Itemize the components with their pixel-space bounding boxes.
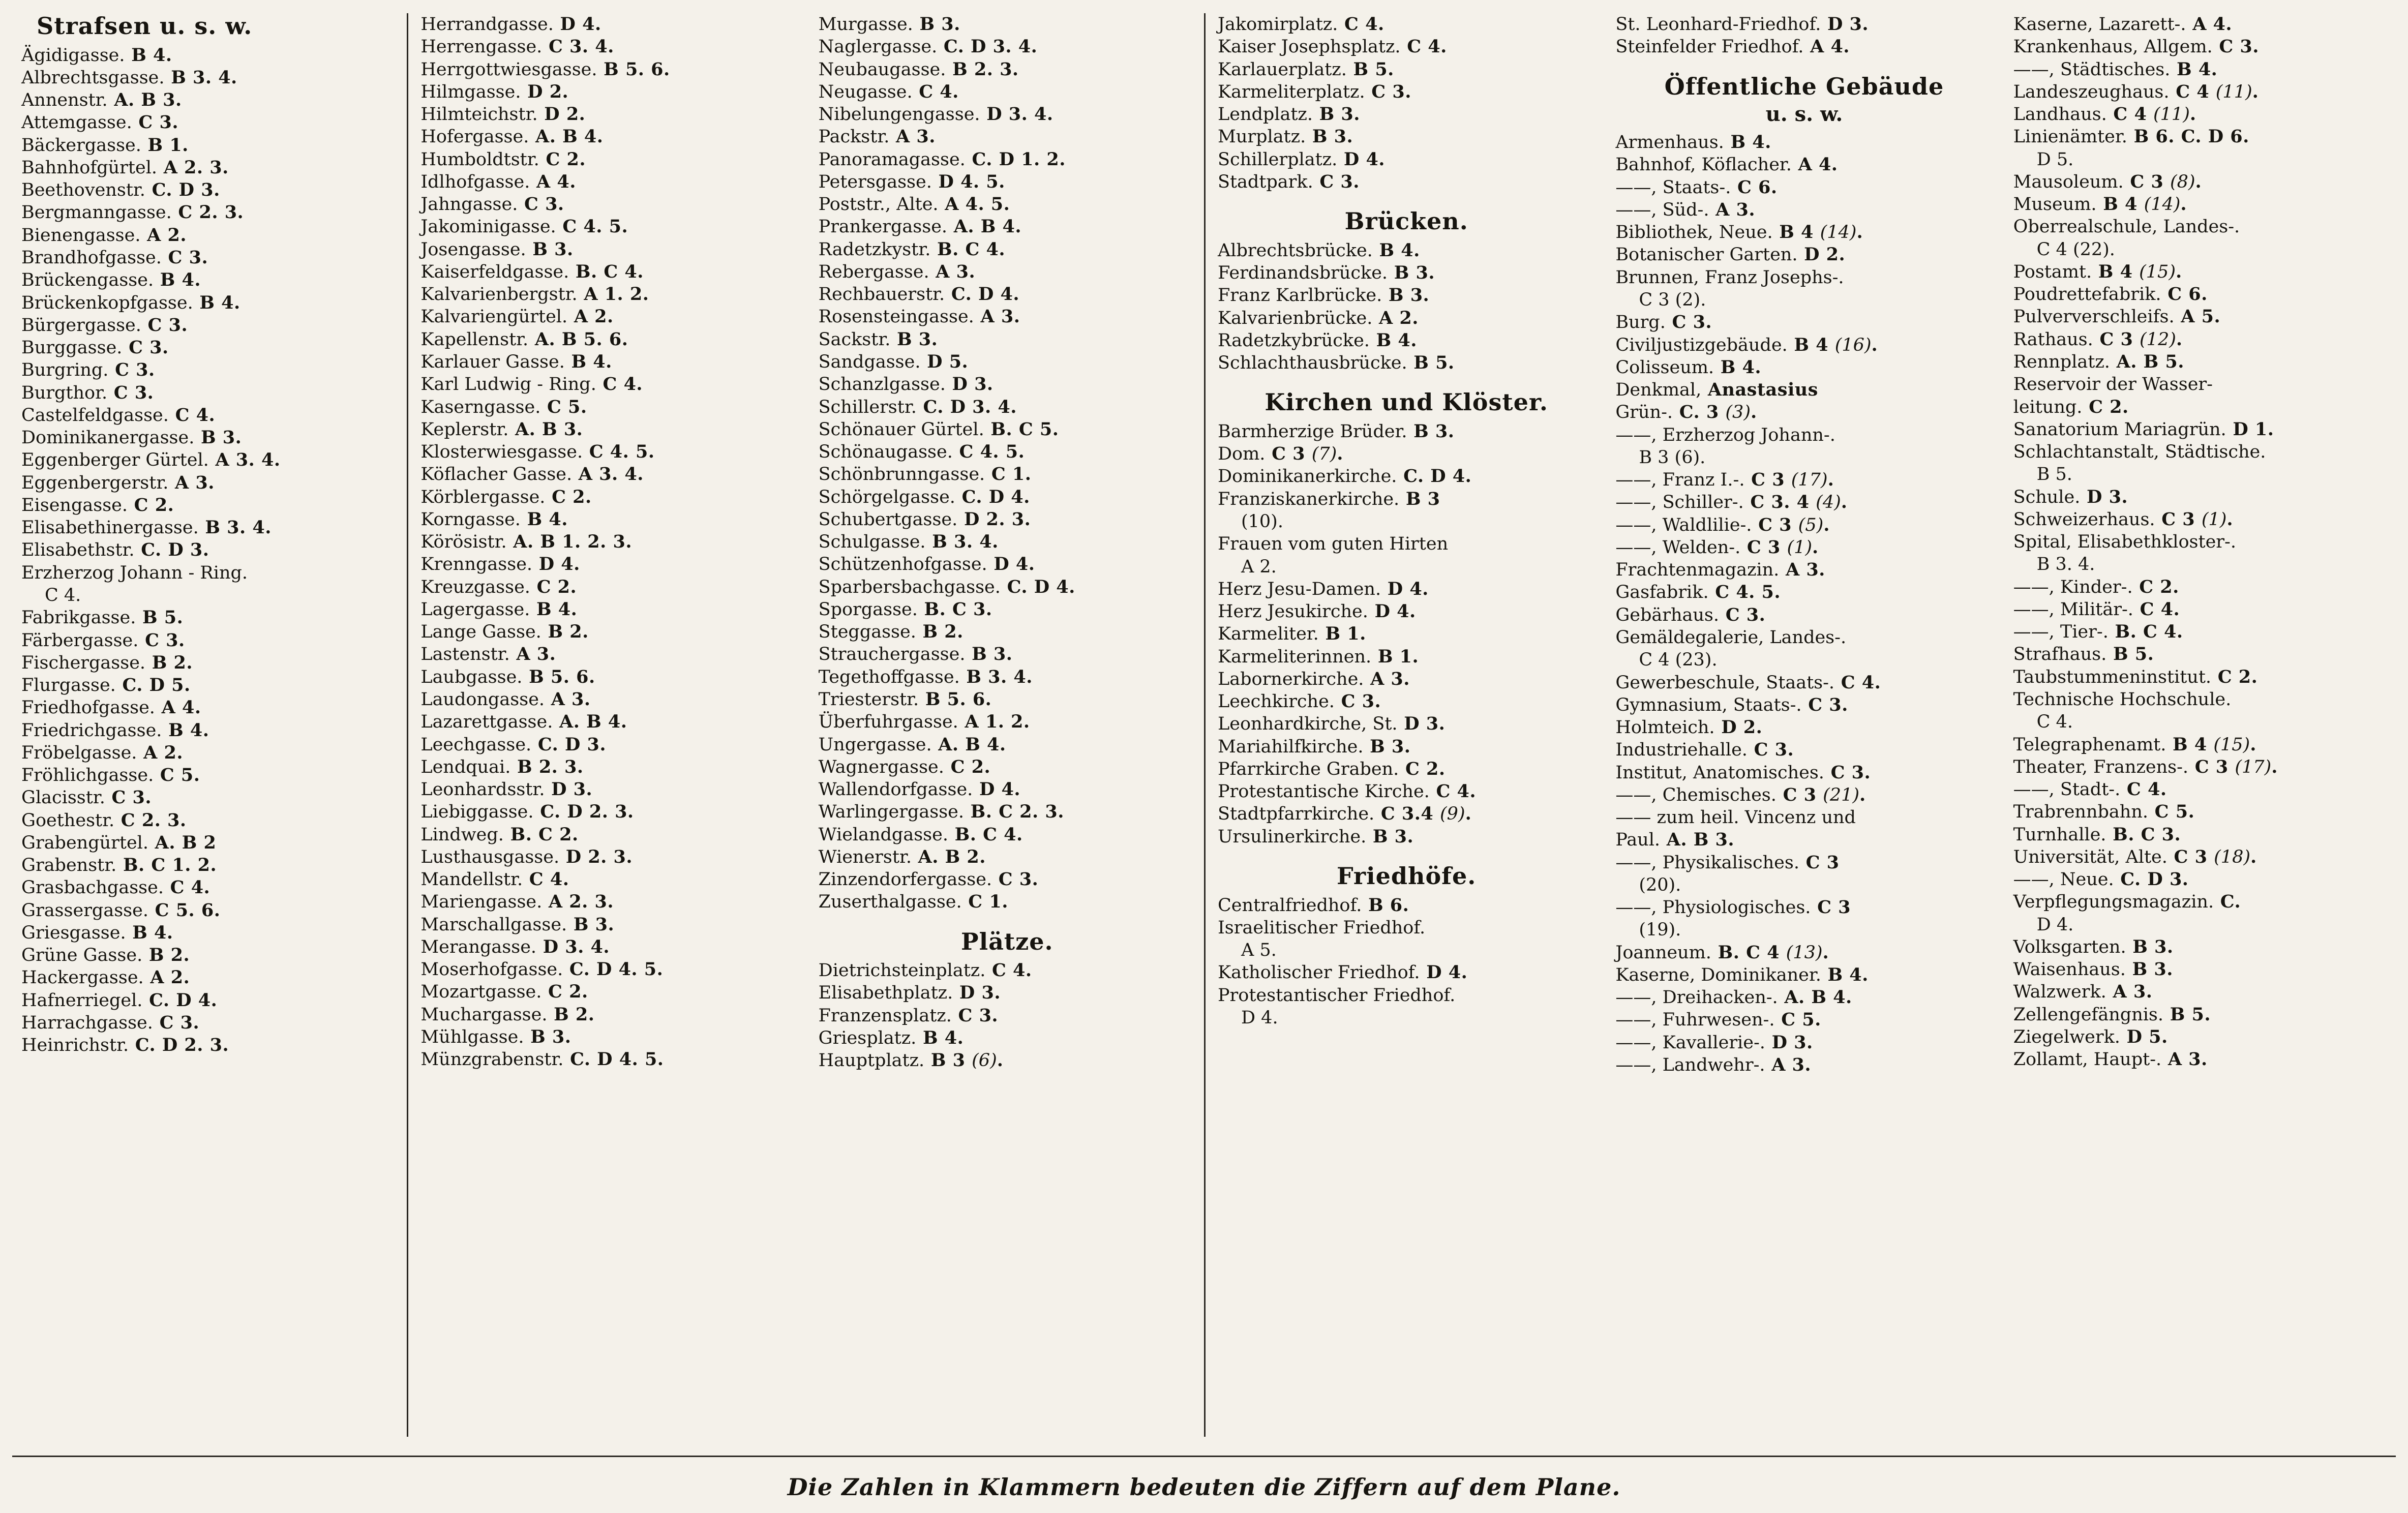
section-title: Strafsen u. s. w.: [37, 12, 253, 40]
index-entry: Mariahilfkirche. B 3.: [1217, 736, 1411, 757]
index-entry: ——, Chemisches. C 3 (21).: [1615, 784, 1866, 805]
index-entry: Sparbersbachgasse. C. D 4.: [818, 576, 1075, 597]
index-entry: Herz Jesu-Damen. D 4.: [1217, 578, 1429, 599]
index-column-4: [1204, 13, 1603, 1437]
index-entry: Erzherzog Johann - Ring.: [21, 562, 248, 583]
index-entry: Brunnen, Franz Josephs-.: [1615, 267, 1844, 288]
index-entry: Strauchergasse. B 3.: [818, 644, 1013, 665]
index-entry: Denkmal, Anastasius: [1615, 379, 1818, 401]
index-entry: Hilmgasse. D 2.: [420, 81, 569, 102]
index-entry: Münzgrabenstr. C. D 4. 5.: [420, 1049, 664, 1070]
index-entry: Brandhofgasse. C 3.: [21, 247, 208, 268]
index-entry: Leechkirche. C 3.: [1217, 691, 1381, 712]
index-entry: (10).: [1241, 511, 1283, 532]
index-entry: C 3 (2).: [1639, 289, 1706, 310]
index-entry: Kaserne, Dominikaner. B 4.: [1615, 964, 1869, 985]
index-entry: Hofergasse. A. B 4.: [420, 126, 604, 147]
index-entry: Eisengasse. C 2.: [21, 494, 174, 516]
index-entry: Fischergasse. B 2.: [21, 652, 193, 673]
index-entry: Kaserngasse. C 5.: [420, 396, 587, 417]
index-columns: [9, 13, 2399, 1437]
index-entry: Naglergasse. C. D 3. 4.: [818, 36, 1038, 57]
index-entry: Technische Hochschule.: [2013, 689, 2232, 710]
section-title-kirchen: Kirchen und Klöster.: [1265, 388, 1548, 416]
index-entry: Leechgasse. C. D 3.: [420, 734, 607, 755]
index-entry: Kalvarienbergstr. A 1. 2.: [420, 284, 649, 305]
index-entry: Keplerstr. A. B 3.: [420, 418, 583, 440]
index-entry: Zinzendorfergasse. C 3.: [818, 869, 1039, 890]
index-entry: Landhaus. C 4 (11).: [2013, 104, 2196, 125]
index-entry: Elisabethplatz. D 3.: [818, 982, 1001, 1004]
index-entry: Muchargasse. B 2.: [420, 1004, 595, 1025]
index-entry: Kreuzgasse. C 2.: [420, 576, 577, 597]
index-entry: Hilmteichstr. D 2.: [420, 104, 586, 125]
index-entry: Strafhaus. B 5.: [2013, 644, 2154, 665]
index-entry: ——, Dreihacken-. A. B 4.: [1615, 987, 1852, 1008]
index-entry: Heinrichstr. C. D 2. 3.: [21, 1035, 229, 1056]
index-entry: Fabrikgasse. B 5.: [21, 607, 184, 628]
entry-list: [1615, 13, 1993, 58]
index-entry: D 4.: [2036, 914, 2074, 935]
index-entry: ——, Waldlilie-. C 3 (5).: [1615, 514, 1830, 535]
index-entry: Bibliothek, Neue. B 4 (14).: [1615, 222, 1863, 243]
index-entry: Brückengasse. B 4.: [21, 269, 201, 291]
index-entry: Grabengürtel. A. B 2: [21, 832, 217, 853]
index-entry: Grassergasse. C 5. 6.: [21, 899, 221, 921]
index-entry: Albrechtsbrücke. B 4.: [1217, 239, 1420, 261]
index-entry: Schützenhofgasse. D 4.: [818, 554, 1035, 575]
index-entry: Lendplatz. B 3.: [1217, 104, 1360, 125]
index-entry: Steinfelder Friedhof. A 4.: [1615, 36, 1850, 57]
index-entry: Lendquai. B 2. 3.: [420, 756, 584, 777]
index-column-6: [2001, 13, 2399, 1437]
index-entry: Walzwerk. A 3.: [2013, 981, 2153, 1003]
index-entry: Petersgasse. D 4. 5.: [818, 171, 1005, 192]
index-entry: Turnhalle. B. C 3.: [2013, 824, 2181, 845]
index-entry: Karmeliterinnen. B 1.: [1217, 646, 1419, 667]
index-entry: Gymnasium, Staats-. C 3.: [1615, 694, 1848, 715]
index-entry: Protestantische Kirche. C 4.: [1217, 781, 1477, 802]
index-entry: B 3 (6).: [1639, 447, 1706, 468]
index-entry: Eggenbergerstr. A 3.: [21, 472, 215, 493]
index-entry: Volksgarten. B 3.: [2013, 936, 2174, 957]
index-entry: Centralfriedhof. B 6.: [1217, 894, 1409, 916]
index-entry: Harrachgasse. C 3.: [21, 1012, 200, 1034]
index-entry: Institut, Anatomisches. C 3.: [1615, 762, 1871, 783]
index-entry: Rathaus. C 3 (12).: [2013, 328, 2183, 350]
index-entry: Josengasse. B 3.: [420, 238, 574, 260]
index-entry: Mausoleum. C 3 (8).: [2013, 171, 2202, 192]
index-entry: Schlachthausbrücke. B 5.: [1217, 352, 1455, 374]
index-entry: (19).: [1639, 920, 1681, 941]
index-entry: Korngasse. B 4.: [420, 508, 568, 530]
index-entry: Trabrennbahn. C 5.: [2013, 801, 2195, 823]
index-entry: Panoramagasse. C. D 1. 2.: [818, 148, 1066, 170]
index-entry: Lange Gasse. B 2.: [420, 621, 589, 643]
index-entry: Murgasse. B 3.: [818, 14, 960, 35]
index-entry: Kalvarienbrücke. A 2.: [1217, 307, 1419, 328]
index-entry: Schönaugasse. C 4. 5.: [818, 441, 1025, 463]
index-entry: Friedhofgasse. A 4.: [21, 697, 201, 718]
index-entry: Pulververschleifs. A 5.: [2013, 306, 2221, 327]
index-entry: Grüne Gasse. B 2.: [21, 945, 190, 966]
index-entry: Herrengasse. C 3. 4.: [420, 36, 614, 57]
index-entry: Schillerplatz. D 4.: [1217, 148, 1385, 170]
index-entry: Rennplatz. A. B 5.: [2013, 351, 2184, 372]
index-entry: Industriehalle. C 3.: [1615, 739, 1794, 761]
index-entry: Labornerkirche. A 3.: [1217, 668, 1410, 689]
entry-list: [819, 959, 1196, 1072]
index-entry: Radetzkystr. B. C 4.: [818, 238, 1006, 260]
index-entry: Karmeliter. B 1.: [1217, 623, 1366, 645]
index-entry: Neugasse. C 4.: [818, 81, 959, 102]
index-entry: Humboldtstr. C 2.: [420, 148, 586, 170]
index-entry: Schörgelgasse. C. D 4.: [818, 486, 1030, 507]
index-entry: D 4.: [1241, 1007, 1278, 1028]
index-column-3: [806, 13, 1204, 1437]
index-entry: ——, Physikalisches. C 3: [1615, 852, 1840, 873]
index-entry: B 3. 4.: [2036, 554, 2095, 575]
index-column-1: [9, 13, 407, 1437]
index-entry: Marschallgasse. B 3.: [420, 914, 615, 935]
index-entry: Schönauer Gürtel. B. C 5.: [818, 418, 1059, 440]
index-entry: Reservoir der Wasser-: [2013, 374, 2213, 395]
index-entry: Schule. D 3.: [2013, 486, 2128, 507]
index-entry: Überfuhrgasse. A 1. 2.: [818, 711, 1030, 733]
index-entry: ——, Staats-. C 6.: [1615, 176, 1778, 198]
index-entry: Gebärhaus. C 3.: [1615, 604, 1766, 625]
entry-list: [1218, 13, 1595, 193]
index-entry: ——, Tier-. B. C 4.: [2013, 621, 2183, 643]
index-entry: Castelfeldgasse. C 4.: [21, 404, 216, 426]
index-entry: Schweizerhaus. C 3 (1).: [2013, 508, 2234, 530]
index-entry: Wielandgasse. B. C 4.: [818, 824, 1023, 845]
index-entry: ——, Stadt-. C 4.: [2013, 779, 2167, 800]
index-entry: Wagnergasse. C 2.: [818, 756, 991, 777]
index-entry: Lastenstr. A 3.: [420, 644, 556, 665]
index-entry: Kalvariengürtel. A 2.: [420, 306, 614, 327]
index-entry: ——, Landwehr-. A 3.: [1615, 1054, 1812, 1076]
index-entry: Burg. C 3.: [1615, 312, 1712, 333]
index-entry: Schönbrunngasse. C 1.: [818, 464, 1032, 485]
index-entry: Schillerstr. C. D 3. 4.: [818, 396, 1017, 417]
index-entry: Krankenhaus, Allgem. C 3.: [2013, 36, 2259, 57]
index-entry: C 4 (23).: [1639, 650, 1718, 671]
index-entry: Laudongasse. A 3.: [420, 688, 591, 710]
section-subtitle: u. s. w.: [1765, 102, 1843, 127]
index-entry: Karmeliterplatz. C 3.: [1217, 81, 1411, 102]
footer-note: Die Zahlen in Klammern bedeuten die Ziffern auf dem Plane.: [787, 1473, 1621, 1501]
entry-list: [420, 13, 798, 1071]
index-entry: C 4.: [45, 585, 81, 606]
index-entry: ——, Städtisches. B 4.: [2013, 58, 2218, 80]
index-entry: Bahnhof, Köflacher. A 4.: [1615, 154, 1838, 175]
index-entry: Kapellenstr. A. B 5. 6.: [420, 328, 628, 350]
index-entry: Franziskanerkirche. B 3: [1217, 488, 1440, 509]
index-entry: Burgthor. C 3.: [21, 382, 154, 403]
index-entry: Sanatorium Mariagrün. D 1.: [2013, 418, 2274, 440]
index-entry: Dominikanerkirche. C. D 4.: [1217, 466, 1472, 487]
entry-list: [2013, 13, 2391, 1071]
index-entry: Stadtpfarrkirche. C 3.4 (9).: [1217, 803, 1472, 825]
index-entry: Lagergasse. B 4.: [420, 598, 578, 620]
index-entry: Fröhlichgasse. C 5.: [21, 765, 200, 786]
index-entry: Museum. B 4 (14).: [2013, 194, 2187, 215]
index-entry: Murplatz. B 3.: [1217, 126, 1353, 147]
index-entry: Poudrettefabrik. C 6.: [2013, 284, 2208, 305]
index-entry: Färbergasse. C 3.: [21, 629, 185, 651]
index-entry: B 5.: [2036, 464, 2072, 485]
index-entry: Poststr., Alte. A 4. 5.: [818, 194, 1010, 215]
index-entry: Jahngasse. C 3.: [420, 194, 564, 215]
index-entry: Neubaugasse. B 2. 3.: [818, 58, 1019, 80]
index-entry: —— zum heil. Vincenz und: [1615, 807, 1856, 828]
index-entry: (20).: [1639, 874, 1681, 895]
index-entry: A 2.: [1241, 556, 1277, 577]
index-entry: Barmherzige Brüder. B 3.: [1217, 420, 1455, 442]
index-entry: Sackstr. B 3.: [818, 328, 938, 350]
index-entry: Karlauerplatz. B 5.: [1217, 58, 1394, 80]
index-entry: Wallendorfgasse. D 4.: [818, 779, 1021, 800]
index-entry: Gewerbeschule, Staats-. C 4.: [1615, 672, 1881, 693]
index-entry: ——, Physiologisches. C 3: [1615, 897, 1851, 918]
index-entry: Grasbachgasse. C 4.: [21, 877, 210, 898]
index-entry: Annenstr. A. B 3.: [21, 89, 182, 111]
index-entry: Warlingergasse. B. C 2. 3.: [818, 801, 1064, 823]
index-entry: Schanzlgasse. D 3.: [818, 374, 994, 395]
index-entry: Herrgottwiesgasse. B 5. 6.: [420, 58, 670, 80]
index-entry: Universität, Alte. C 3 (18).: [2013, 846, 2257, 867]
index-entry: Moserhofgasse. C. D 4. 5.: [420, 959, 664, 980]
section-title-brucken: Brücken.: [1344, 207, 1468, 235]
index-entry: Telegraphenamt. B 4 (15).: [2013, 734, 2256, 755]
index-entry: Civiljustizgebäude. B 4 (16).: [1615, 334, 1878, 355]
index-entry: ——, Schiller-. C 3. 4 (4).: [1615, 492, 1848, 513]
index-entry: Karl Ludwig - Ring. C 4.: [420, 374, 643, 395]
index-entry: Lusthausgasse. D 2. 3.: [420, 846, 633, 867]
index-entry: Dietrichsteinplatz. C 4.: [818, 960, 1032, 981]
index-entry: Jakomirplatz. C 4.: [1217, 14, 1384, 35]
index-entry: Gasfabrik. C 4. 5.: [1615, 582, 1781, 603]
index-entry: Rebergasse. A 3.: [818, 261, 976, 282]
index-entry: Packstr. A 3.: [818, 126, 936, 147]
index-entry: Protestantischer Friedhof.: [1217, 985, 1456, 1006]
index-entry: Beethovenstr. C. D 3.: [21, 179, 220, 201]
index-entry: Franz Karlbrücke. B 3.: [1217, 285, 1430, 306]
index-entry: Merangasse. D 3. 4.: [420, 936, 610, 957]
index-entry: Prankergasse. A. B 4.: [818, 216, 1022, 237]
index-entry: Tegethoffgasse. B 3. 4.: [818, 666, 1033, 687]
index-column-5: [1603, 13, 2001, 1437]
index-entry: Griesgasse. B 4.: [21, 922, 173, 943]
index-entry: Klosterwiesgasse. C 4. 5.: [420, 441, 655, 463]
entry-list: [21, 44, 399, 1057]
index-entry: ——, Erzherzog Johann-.: [1615, 425, 1835, 445]
index-entry: Grabenstr. B. C 1. 2.: [21, 855, 217, 876]
index-entry: Sporgasse. B. C 3.: [818, 598, 992, 620]
index-entry: Gemäldegalerie, Landes-.: [1615, 627, 1847, 648]
index-entry: C 4.: [2036, 712, 2073, 733]
index-entry: Körösistr. A. B 1. 2. 3.: [420, 531, 633, 553]
index-entry: Mariengasse. A 2. 3.: [420, 891, 614, 913]
index-entry: Bahnhofgürtel. A 2. 3.: [21, 157, 229, 178]
index-entry: Triesterstr. B 5. 6.: [818, 688, 992, 710]
index-entry: Hafnerriegel. C. D 4.: [21, 989, 218, 1011]
index-entry: Albrechtsgasse. B 3. 4.: [21, 67, 237, 88]
index-entry: Dominikanergasse. B 3.: [21, 427, 242, 448]
index-entry: Kaiser Josephsplatz. C 4.: [1217, 36, 1447, 57]
index-entry: Leonhardsstr. D 3.: [420, 779, 593, 800]
index-entry: Zellengefängnis. B 5.: [2013, 1004, 2211, 1025]
section-title-platze: Plätze.: [961, 927, 1054, 955]
index-entry: Attemgasse. C 3.: [21, 112, 178, 133]
index-entry: Waisenhaus. B 3.: [2013, 959, 2173, 980]
index-entry: ——, Kavallerie-. D 3.: [1615, 1032, 1813, 1053]
index-entry: Ziegelwerk. D 5.: [2013, 1026, 2168, 1047]
index-entry: Eggenberger Gürtel. A 3. 4.: [21, 449, 281, 471]
index-entry: Liebiggasse. C. D 2. 3.: [420, 801, 634, 823]
index-entry: Karlauer Gasse. B 4.: [420, 351, 612, 372]
index-entry: Friedrichgasse. B 4.: [21, 719, 209, 741]
index-entry: Schubertgasse. D 2. 3.: [818, 508, 1031, 530]
index-entry: leitung. C 2.: [2013, 396, 2129, 417]
index-entry: Holmteich. D 2.: [1615, 717, 1763, 738]
index-entry: Hackergasse. A 2.: [21, 967, 190, 988]
index-entry: Ferdinandsbrücke. B 3.: [1217, 262, 1435, 283]
entry-list: [819, 13, 1196, 914]
index-entry: Herz Jesukirche. D 4.: [1217, 601, 1416, 622]
index-entry: Bienengasse. A 2.: [21, 224, 187, 246]
index-entry: Landeszeughaus. C 4 (11).: [2013, 81, 2259, 102]
index-entry: Körblergasse. C 2.: [420, 486, 592, 507]
index-entry: Joanneum. B. C 4 (13).: [1615, 942, 1829, 963]
index-entry: Bäckergasse. B 1.: [21, 134, 189, 156]
index-entry: Armenhaus. B 4.: [1615, 132, 1771, 153]
index-entry: Dom. C 3 (7).: [1217, 443, 1343, 465]
index-entry: C 4 (22).: [2036, 239, 2115, 260]
index-entry: Sandgasse. D 5.: [818, 351, 969, 372]
index-entry: Nibelungengasse. D 3. 4.: [818, 104, 1054, 125]
index-entry: Steggasse. B 2.: [818, 621, 964, 643]
index-entry: Colisseum. B 4.: [1615, 356, 1762, 378]
index-entry: ——, Kinder-. C 2.: [2013, 576, 2179, 597]
index-entry: Fröbelgasse. A 2.: [21, 742, 184, 763]
index-entry: Rosensteingasse. A 3.: [818, 306, 1020, 327]
index-entry: Lindweg. B. C 2.: [420, 824, 579, 845]
index-entry: Oberrealschule, Landes-.: [2013, 217, 2240, 237]
index-entry: St. Leonhard-Friedhof. D 3.: [1615, 14, 1869, 35]
entry-list: [1218, 420, 1595, 848]
index-entry: Idlhofgasse. A 4.: [420, 171, 576, 192]
index-entry: Linienämter. B 6. C. D 6.: [2013, 126, 2249, 147]
index-entry: Mandellstr. C 4.: [420, 869, 569, 890]
entry-list: [1218, 894, 1595, 1030]
index-entry: Frauen vom guten Hirten: [1217, 534, 1449, 555]
index-entry: ——, Süd-. A 3.: [1615, 199, 1756, 220]
index-entry: Schlachtanstalt, Städtische.: [2013, 442, 2266, 463]
index-entry: ——, Neue. C. D 3.: [2013, 869, 2189, 890]
index-entry: Franzensplatz. C 3.: [818, 1005, 999, 1026]
index-column-2: [407, 13, 806, 1437]
index-entry: Goethestr. C 2. 3.: [21, 809, 187, 831]
index-entry: Kaiserfeldgasse. B. C 4.: [420, 261, 644, 282]
index-entry: Paul. A. B 3.: [1615, 829, 1735, 851]
index-entry: Griesplatz. B 4.: [818, 1027, 964, 1049]
index-entry: Radetzkybrücke. B 4.: [1217, 329, 1417, 351]
entry-list: [1615, 131, 1993, 1076]
index-entry: ——, Welden-. C 3 (1).: [1615, 536, 1819, 558]
index-entry: Schulgasse. B 3. 4.: [818, 531, 999, 553]
index-entry: Wienerstr. A. B 2.: [818, 846, 986, 867]
index-entry: Flurgasse. C. D 5.: [21, 675, 191, 696]
index-entry: Brückenkopfgasse. B 4.: [21, 292, 240, 313]
index-entry: ——, Franz I.-. C 3 (17).: [1615, 469, 1834, 491]
index-entry: Israelitischer Friedhof.: [1217, 917, 1426, 938]
index-entry: Leonhardkirche, St. D 3.: [1217, 713, 1446, 735]
index-entry: Taubstummeninstitut. C 2.: [2013, 666, 2258, 687]
index-entry: Hauptplatz. B 3 (6).: [818, 1050, 1004, 1071]
index-entry: Theater, Franzens-. C 3 (17).: [2013, 756, 2278, 777]
index-entry: Köflacher Gasse. A 3. 4.: [420, 464, 644, 485]
index-entry: Zollamt, Haupt-. A 3.: [2013, 1049, 2208, 1070]
index-entry: Bürgergasse. C 3.: [21, 314, 188, 336]
index-entry: Kaserne, Lazarett-. A 4.: [2013, 14, 2233, 35]
index-entry: Ursulinerkirche. B 3.: [1217, 826, 1414, 847]
index-entry: Rechbauerstr. C. D 4.: [818, 284, 1020, 305]
index-entry: ——, Fuhrwesen-. C 5.: [1615, 1009, 1821, 1031]
index-entry: Grün-. C. 3 (3).: [1615, 402, 1757, 423]
index-entry: A 5.: [1241, 940, 1277, 961]
index-entry: Elisabethstr. C. D 3.: [21, 539, 209, 561]
index-entry: Pfarrkirche Graben. C 2.: [1217, 758, 1446, 779]
index-entry: Glacisstr. C 3.: [21, 787, 152, 808]
index-entry: Burgring. C 3.: [21, 359, 155, 381]
index-entry: Lazarettgasse. A. B 4.: [420, 711, 627, 733]
footer-divider: [12, 1456, 2396, 1457]
index-entry: Krenngasse. D 4.: [420, 554, 580, 575]
index-entry: ——, Militär-. C 4.: [2013, 598, 2180, 620]
index-entry: Verpflegungsmagazin. C.: [2013, 891, 2241, 913]
index-entry: Herrandgasse. D 4.: [420, 14, 601, 35]
index-entry: Stadtpark. C 3.: [1217, 171, 1360, 192]
index-entry: Laubgasse. B 5. 6.: [420, 666, 595, 687]
index-entry: Elisabethinergasse. B 3. 4.: [21, 517, 272, 538]
index-entry: Zuserthalgasse. C 1.: [818, 891, 1008, 913]
section-title-oeffentliche-gebaeude: Öffentliche Gebäude: [1664, 72, 1944, 100]
index-entry: Mühlgasse. B 3.: [420, 1026, 571, 1047]
index-entry: D 5.: [2036, 149, 2074, 170]
entry-list: [1218, 239, 1595, 375]
index-entry: Ungergasse. A. B 4.: [818, 734, 1006, 755]
index-entry: Frachtenmagazin. A 3.: [1615, 559, 1825, 581]
section-title-friedhofe: Friedhöfe.: [1337, 862, 1477, 890]
index-entry: Katholischer Friedhof. D 4.: [1217, 962, 1468, 983]
index-entry: Mozartgasse. C 2.: [420, 981, 588, 1003]
index-entry: Jakominigasse. C 4. 5.: [420, 216, 628, 237]
index-entry: Botanischer Garten. D 2.: [1615, 244, 1846, 265]
index-entry: Burggasse. C 3.: [21, 337, 169, 358]
index-entry: Bergmanngasse. C 2. 3.: [21, 202, 244, 223]
index-entry: Postamt. B 4 (15).: [2013, 261, 2182, 282]
index-entry: Spital, Elisabethkloster-.: [2013, 532, 2236, 553]
index-entry: Ägidigasse. B 4.: [21, 44, 172, 66]
